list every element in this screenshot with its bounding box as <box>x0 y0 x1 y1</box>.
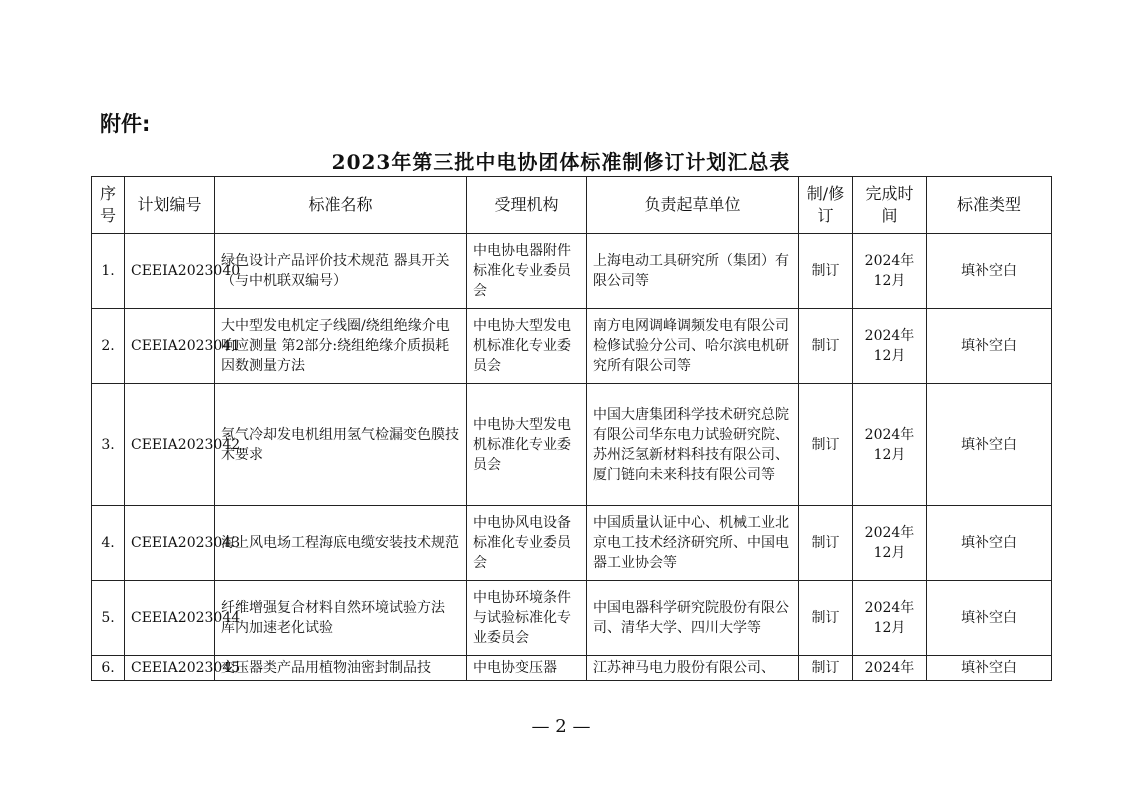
cell-type: 制订 <box>799 384 853 506</box>
cell-category: 填补空白 <box>927 656 1052 681</box>
cell-seq: 2. <box>92 309 125 384</box>
cell-seq: 4. <box>92 506 125 581</box>
table-row <box>92 656 1052 681</box>
page-number: — 2 — <box>531 716 591 737</box>
cell-plan-code: CEEIA2023040 <box>125 234 215 309</box>
cell-type: 制订 <box>799 656 853 681</box>
cell-standard-name: 变压器类产品用植物油密封制品技 <box>215 656 467 681</box>
cell-standard-name: 纤维增强复合材料自然环境试验方法 库内加速老化试验 <box>215 581 467 656</box>
header-seq: 序号 <box>92 177 125 234</box>
cell-standard-name: 绿色设计产品评价技术规范 器具开关（与中机联双编号） <box>215 234 467 309</box>
header-organization: 受理机构 <box>467 177 587 234</box>
cell-category: 填补空白 <box>927 309 1052 384</box>
cell-due: 2024年12月 <box>853 384 927 506</box>
cell-organization: 中电协大型发电机标准化专业委员会 <box>467 384 587 506</box>
cell-seq: 6. <box>92 656 125 681</box>
cell-organization: 中电协大型发电机标准化专业委员会 <box>467 309 587 384</box>
table-row <box>92 234 1052 309</box>
cell-due: 2024年12月 <box>853 581 927 656</box>
cell-drafter: 江苏神马电力股份有限公司、 <box>587 656 799 681</box>
table-header-row <box>92 177 1052 234</box>
table-row <box>92 384 1052 506</box>
cell-organization: 中电协环境条件与试验标准化专业委员会 <box>467 581 587 656</box>
cell-seq: 3. <box>92 384 125 506</box>
cell-due: 2024年12月 <box>853 506 927 581</box>
cell-due: 2024年12月 <box>853 234 927 309</box>
header-due: 完成时间 <box>853 177 927 234</box>
cell-type: 制订 <box>799 309 853 384</box>
cell-type: 制订 <box>799 506 853 581</box>
cell-category: 填补空白 <box>927 234 1052 309</box>
attachment-label: 附件: <box>100 112 151 136</box>
cell-category: 填补空白 <box>927 581 1052 656</box>
cell-category: 填补空白 <box>927 384 1052 506</box>
cell-plan-code: CEEIA2023044 <box>125 581 215 656</box>
cell-seq: 1. <box>92 234 125 309</box>
cell-standard-name: 大中型发电机定子线圈/绕组绝缘介电响应测量 第2部分:绕组绝缘介质损耗因数测量方法 <box>215 309 467 384</box>
cell-standard-name: 氢气冷却发电机组用氢气检漏变色膜技术要求 <box>215 384 467 506</box>
cell-category: 填补空白 <box>927 506 1052 581</box>
cell-plan-code: CEEIA2023043 <box>125 506 215 581</box>
table-row <box>92 506 1052 581</box>
cell-organization: 中电协电器附件标准化专业委员会 <box>467 234 587 309</box>
cell-plan-code: CEEIA2023042 <box>125 384 215 506</box>
cell-seq: 5. <box>92 581 125 656</box>
header-type: 制/修订 <box>799 177 853 234</box>
cell-organization: 中电协变压器 <box>467 656 587 681</box>
table-row <box>92 309 1052 384</box>
cell-drafter: 中国质量认证中心、机械工业北京电工技术经济研究所、中国电器工业协会等 <box>587 506 799 581</box>
header-drafter: 负责起草单位 <box>587 177 799 234</box>
cell-due: 2024年 <box>853 656 927 681</box>
cell-organization: 中电协风电设备标准化专业委员会 <box>467 506 587 581</box>
plan-table <box>91 176 1052 681</box>
cell-drafter: 上海电动工具研究所（集团）有限公司等 <box>587 234 799 309</box>
cell-plan-code: CEEIA2023045 <box>125 656 215 681</box>
cell-drafter: 中国电器科学研究院股份有限公司、清华大学、四川大学等 <box>587 581 799 656</box>
header-category: 标准类型 <box>927 177 1052 234</box>
cell-drafter: 中国大唐集团科学技术研究总院有限公司华东电力试验研究院、苏州泛氢新材料科技有限公司、厦门链向未来科技有限公司等 <box>587 384 799 506</box>
cell-due: 2024年12月 <box>853 309 927 384</box>
page-title: 2023年第三批中电协团体标准制修订计划汇总表 <box>331 150 791 174</box>
cell-type: 制订 <box>799 581 853 656</box>
table-row <box>92 581 1052 656</box>
cell-drafter: 南方电网调峰调频发电有限公司检修试验分公司、哈尔滨电机研究所有限公司等 <box>587 309 799 384</box>
cell-standard-name: 海上风电场工程海底电缆安装技术规范 <box>215 506 467 581</box>
cell-plan-code: CEEIA2023041 <box>125 309 215 384</box>
cell-type: 制订 <box>799 234 853 309</box>
header-standard-name: 标准名称 <box>215 177 467 234</box>
header-plan-code: 计划编号 <box>125 177 215 234</box>
